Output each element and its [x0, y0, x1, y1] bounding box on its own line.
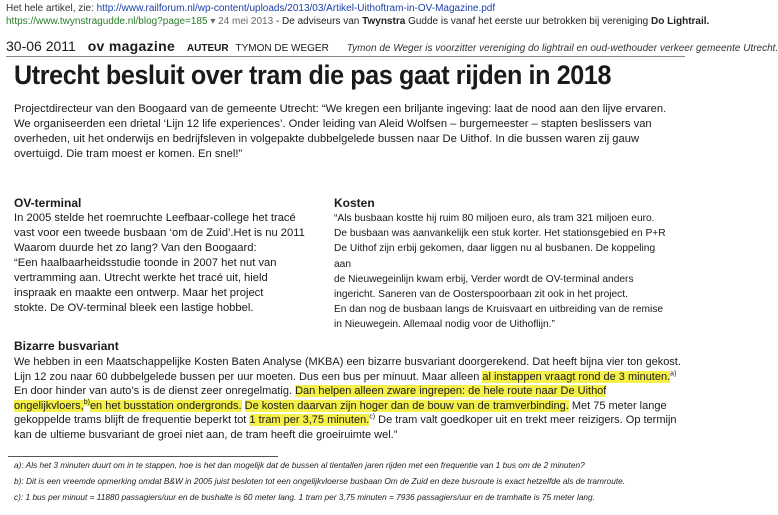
bizarre-text: De tram valt goedkoper uit en trekt meer reizigers. Op termijn kan de ultieme busvariant de groei niet aan, de tram heeft die groeiruimte wel.” [14, 414, 677, 441]
blog-link[interactable]: https://www.twynstragudde.nl/blog?page=185 [6, 16, 208, 27]
kosten-line: En dan nog de busbaan langs de Kruisvaart en uitbreiding van de remise [334, 304, 664, 316]
ov-terminal-line: vast voor een tweede busbaan ‘om de Zuid’.Het is nu 2011 [14, 227, 305, 239]
kosten-line: ingericht. Saneren van de Oosterspoorbaan zit ook in het project. [334, 289, 628, 301]
highlight-busstation: en het busstation ondergronds. [89, 399, 242, 412]
ov-terminal-line: In 2005 stelde het roemruchte Leefbaar-college het tracé [14, 212, 296, 224]
ov-terminal-line: “Een haalbaarheidsstudie toonde in 2007 het nut van [14, 257, 277, 269]
footnote-c: c): 1 bus per minuut = 11880 passagiers/uur en de bushalte is 60 meter lang. 1 tram per 3,75 minuten = 7936 passagiers/uur en de tramhalte is 75 meter lang. [14, 492, 595, 502]
highlight-frequentie: 1 tram per 3,75 minuten. [249, 414, 370, 426]
ov-terminal-body [14, 211, 344, 316]
highlight-instappen: al instappen vraagt rond de 3 minuten. [482, 370, 671, 383]
ov-terminal-line: Waarom duurde het zo lang? Van den Boogaard: [14, 242, 257, 254]
ov-terminal-line: vertramming aan. Utrecht werkte het tracé uit, hield [14, 272, 268, 284]
dateline [6, 38, 778, 54]
article-date: 30-06 2011 [6, 38, 76, 54]
headline: Utrecht besluit over tram die pas gaat rijden in 2018 [14, 60, 612, 90]
bizarre-body [14, 355, 682, 442]
header-divider [6, 56, 685, 57]
author-name: TYMON DE WEGER [235, 43, 329, 54]
footnote-ref-b: b) [83, 398, 90, 406]
footnote-a: a): Als het 3 minuten duurt om in te stappen, hoe is het dan mogelijk dat de bussen al tientallen jaren rijden met een frequentie van 1 bus om de 2 minuten? [14, 460, 585, 470]
kosten-line: de Nieuwegeinlijn kwam erbij, Verder wordt de OV-terminal anders [334, 273, 634, 285]
source-label: Het hele artikel, zie: [6, 3, 94, 14]
highlight-kosten: De kosten daarvan zijn hoger dan de bouw van de tramverbinding. [244, 399, 569, 412]
bizarre-text: Met 75 meter lange gekoppelde trams blijft de frequentie beperkt tot [14, 399, 667, 426]
footnote-divider [8, 456, 278, 457]
bizarre-heading: Bizarre busvariant [14, 339, 119, 353]
highlight-ingrepen: Dan helpen alleen zware ingrepen: de hele route naar De Uithof ongelijkvloers, [14, 385, 607, 412]
blog-snippet-middle: Gudde is vanaf het eerste uur betrokken bij vereniging [408, 16, 649, 27]
intro-paragraph: Projectdirecteur van den Boogaard van de gemeente Utrecht: “We kregen een briljante ingeving: laat de nood aan den lijve ervaren. We organiseerden een drietal ‘Lijn 12 life experiences’. Onder leiding van Aleid Wolfsen – burgemeester – stapten beslissers van overheden, uit het onderwijs en bedrijfsleven in volgepakte dubbelgelede bussen naar De Uithof. In die bussen waren zij gauw overtuigd. Die tram moest er komen. En snel!” [14, 103, 667, 160]
blog-snippet-prefix: - De adviseurs van [275, 16, 360, 27]
kosten-body [334, 211, 674, 333]
kosten-line: “Als busbaan kostte hij ruim 80 miljoen euro, als tram 321 miljoen euro. [334, 213, 655, 224]
author-label: AUTEUR [186, 43, 229, 54]
footnote-b: b): Dit is een vreemde opmerking omdat B&W in 2005 juist besloten tot een ongelijkvloerse busbaan Om de Zuid en deze busroute is exact hetzelfde als de tramroute. [14, 476, 626, 486]
bizarre-text: En door hinder van auto’s is de dienst zeer onregelmatig. [14, 385, 296, 397]
footnote-ref-a: a) [670, 369, 677, 377]
footnote-ref-c: c) [369, 413, 376, 421]
ov-terminal-line: inspraak en maakte een ontwerp. Maar het project [14, 287, 264, 299]
ov-terminal-line: stokte. De OV-terminal bleek een lastige hobbel. [14, 302, 254, 314]
kosten-line: De Uithof zijn erbij gekomen, daar liggen nu al busbanen. De koppeling aan [334, 243, 656, 270]
author-bio: Tymon de Weger is voorzitter vereniging do lightrail en oud-wethouder verkeer gemeente Utrecht. [346, 43, 778, 54]
blog-date: ▾ 24 mei 2013 [210, 16, 274, 27]
source-line-article [6, 2, 495, 15]
article-link[interactable]: http://www.railforum.nl/wp-content/uploads/2013/03/Artikel-Uithoftram-in-OV-Magazine.pdf [96, 3, 496, 14]
magazine-name: ov magazine [87, 38, 176, 54]
blog-snippet-tail: Do Lightrail. [651, 16, 710, 27]
kosten-line: De busbaan was aanvankelijk een stuk korter. Het stationsgebied en P+R [334, 228, 666, 240]
source-line-blog [6, 15, 709, 28]
kosten-line: in Nieuwegein. Allemaal nodig voor de Uithoflijn.” [334, 319, 555, 331]
bizarre-text: We hebben in een Maatschappelijke Kosten Baten Analyse (MKBA) een bizarre busvariant doorgerekend. Dat heeft bijna vier ton gekost. Lijn 12 zou naar 60 dubbelgelede bussen per uur moeten. Dus een bus per minuut. Maar alleen [14, 356, 681, 383]
kosten-heading: Kosten [334, 196, 375, 210]
blog-snippet-brand: Twynstra [362, 16, 406, 27]
ov-terminal-heading: OV-terminal [14, 196, 82, 210]
